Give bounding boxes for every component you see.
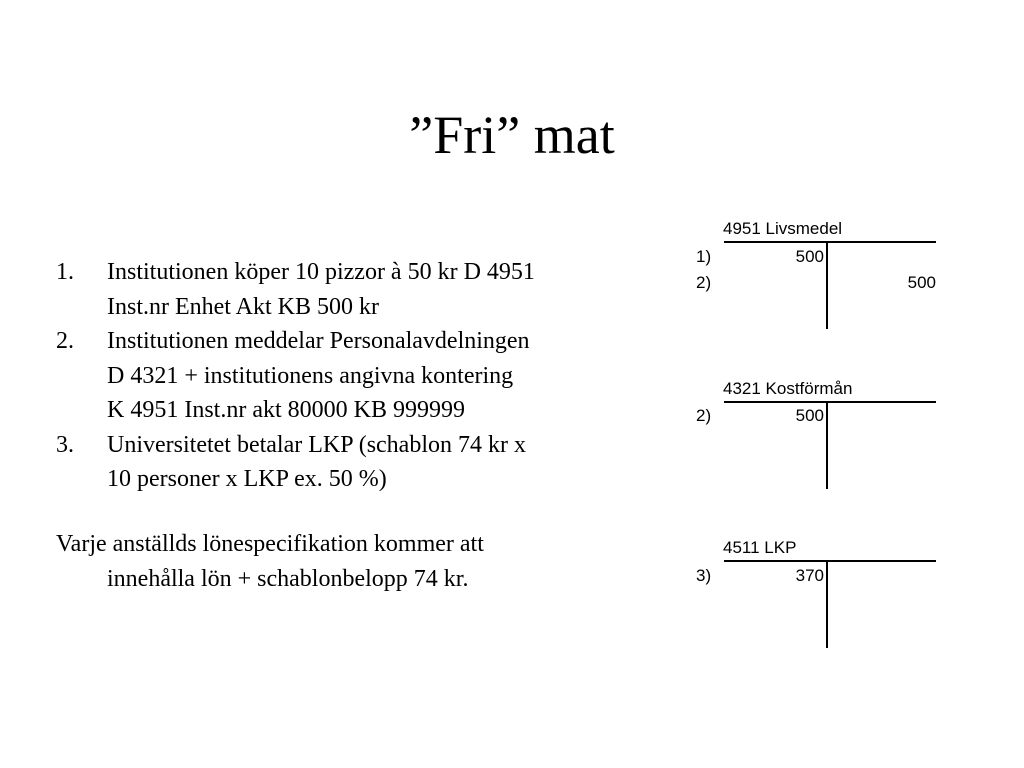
step-text-line: Inst.nr Enhet Akt KB 500 kr <box>107 293 379 320</box>
t-account-horizontal-line <box>724 401 936 403</box>
note-paragraph <box>56 527 636 596</box>
entry-debit: 500 <box>795 406 824 425</box>
entry-ref: 3) <box>696 566 712 585</box>
slide-title: ”Fri” mat <box>409 105 615 165</box>
note-line: Varje anställds lönespecifikation kommer att <box>56 531 484 557</box>
entry-debit: 370 <box>795 566 824 585</box>
note-line: innehålla lön + schablonbelopp 74 kr. <box>107 565 469 592</box>
account-entry <box>690 247 940 267</box>
step-text-line: Universitetet betalar LKP (schablon 74 kr x <box>107 431 526 458</box>
account-entry <box>690 406 940 426</box>
step-number: 3. <box>56 431 74 458</box>
step-item <box>56 428 636 497</box>
step-item <box>56 324 636 428</box>
step-number: 2. <box>56 328 74 354</box>
account-title: 4511 LKP <box>723 538 797 557</box>
account-title: 4951 Livsmedel <box>723 219 843 238</box>
entry-ref: 2) <box>696 406 712 425</box>
t-account-4951 <box>690 219 940 329</box>
entry-ref: 2) <box>696 273 712 292</box>
t-account-4511 <box>690 538 940 648</box>
entry-credit: 500 <box>907 273 936 292</box>
account-entry <box>690 566 940 586</box>
account-title: 4321 Kostförmån <box>723 379 853 398</box>
step-text-line: D 4321 + institutionens angivna kontering <box>107 362 514 389</box>
account-entry <box>690 273 940 293</box>
steps-list <box>56 255 636 497</box>
t-account-horizontal-line <box>724 560 936 562</box>
t-account-4321 <box>690 379 940 489</box>
entry-ref: 1) <box>696 247 712 266</box>
step-item <box>56 255 636 324</box>
t-account-horizontal-line <box>724 241 936 243</box>
step-number: 1. <box>56 259 74 285</box>
step-text-line: Institutionen meddelar Personalavdelningen <box>107 328 530 354</box>
step-text-line: 10 personer x LKP ex. 50 %) <box>107 466 387 492</box>
entry-debit: 500 <box>795 247 824 266</box>
step-text-line: Institutionen köper 10 pizzor à 50 kr D 4951 <box>107 259 535 285</box>
step-text-line: K 4951 Inst.nr akt 80000 KB 999999 <box>107 397 465 423</box>
